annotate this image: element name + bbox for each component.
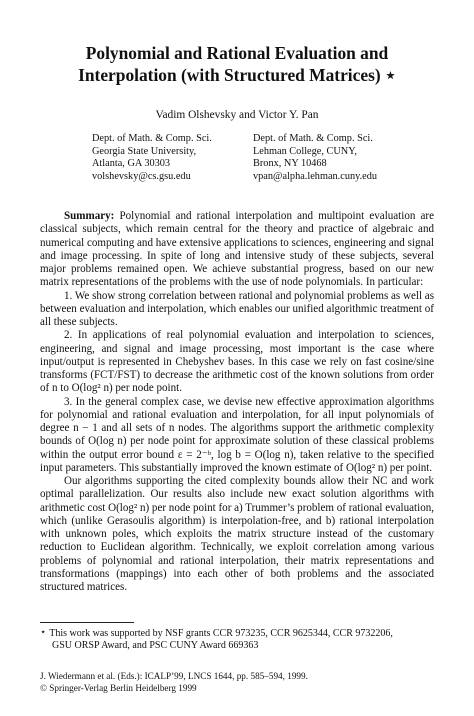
footnote-divider <box>40 622 134 623</box>
affiliation-institution: Georgia State University, <box>92 145 197 157</box>
affiliation-dept: Dept. of Math. & Comp. Sci. <box>253 133 373 144</box>
title-line-1: Polynomial and Rational Evaluation and <box>85 43 389 63</box>
summary-closing-paragraph: Our algorithms supporting the cited complexity bounds allow their NC and work optimal parallelization. Our results also include new exact solution algorithms with arithmetic cost O(log² n) per node point for a) Trummer’s problem of rational evaluation, which (unlike Gerasoulis algorithm) is interpolation-free, and b) rational interpolation with unknown poles, which exploits the matrix structure instead of the customary reduction to Euclidean algorithm. Technically, we exploit correlation among various problems of polynomial and rational interpolation, their matrix representations and transformations (mappings) into each other of both problems and the associated structured matrices. <box>40 475 434 593</box>
affiliation-city: Atlanta, GA 30303 <box>92 158 171 170</box>
paper-title <box>40 42 434 86</box>
footnote <box>40 628 434 652</box>
summary-intro-text: Polynomial and rational interpolation and multipoint evaluation are classical subjects, which remain central for the theory and practice of algebraic and numerical computing and have extensive applications to sciences, engineering and signal and image processing. In spite of long and intensive study of these subjects, several major problems remained open. We achieve substantial progress, based on our new matrix representations of the problems with the use of node polynomials. In particular: <box>40 210 434 289</box>
affiliation-email: volshevsky@cs.gsu.edu <box>92 170 191 182</box>
title-line-2: Interpolation (with Structured Matrices) ⋆ <box>78 65 396 85</box>
affiliation-email: vpan@alpha.lehman.cuny.edu <box>253 170 378 182</box>
affiliation-lehman-college <box>253 133 377 183</box>
affiliation-institution: Lehman College, CUNY, <box>253 145 357 157</box>
affiliation-dept: Dept. of Math. & Comp. Sci. <box>92 133 212 144</box>
citation-line-2: © Springer-Verlag Berlin Heidelberg 1999 <box>40 682 197 693</box>
author-names: Vadim Olshevsky and Victor Y. Pan <box>155 109 319 121</box>
summary-point-3: 3. In the general complex case, we devise new effective approximation algorithms for polynomial and rational evaluation and interpolation, for all input polynomials of degree n − 1 and all sets of n nodes. The algorithms support the arithmetic complexity bounds of O(log n) per node point for approximate solution of these classical problems within the output error bound ε = 2⁻ᵇ, log b = O(log n), taken relative to the specified input parameters. This substantially improved the known estimate of O(log² n) per point. <box>40 395 434 474</box>
summary-point-2: 2. In applications of real polynomial evaluation and interpolation to sciences, engineering, and signal and image processing, most important is the case where input/output is represented in Chebyshev bases. In this case we rely on fast cosine/sine transforms (FCT/FST) to decrease the arithmetic cost of the known solutions from order of n to O(log² n) per node point. <box>40 329 434 395</box>
footnote-star-icon: ⋆ <box>40 627 47 638</box>
affiliation-city: Bronx, NY 10468 <box>253 158 327 170</box>
summary-intro-paragraph <box>40 210 434 290</box>
summary-section <box>40 210 434 594</box>
citation-line-1: J. Wiedermann et al. (Eds.): ICALP’99, LNCS 1644, pp. 585–594, 1999. <box>40 671 308 681</box>
summary-point-1: 1. We show strong correlation between rational and polynomial problems as well as between evaluation and interpolation, which enables our unified algorithmic treatment of all these subjects. <box>40 289 434 328</box>
footnote-line-2: GSU ORSP Award, and PSC CUNY Award 669363 <box>52 640 259 651</box>
summary-label: Summary: <box>64 210 115 222</box>
affiliation-georgia-state <box>92 133 212 183</box>
publication-citation <box>40 671 434 694</box>
footnote-line-1: This work was supported by NSF grants CCR 973235, CCR 9625344, CCR 9732206, <box>49 628 393 639</box>
